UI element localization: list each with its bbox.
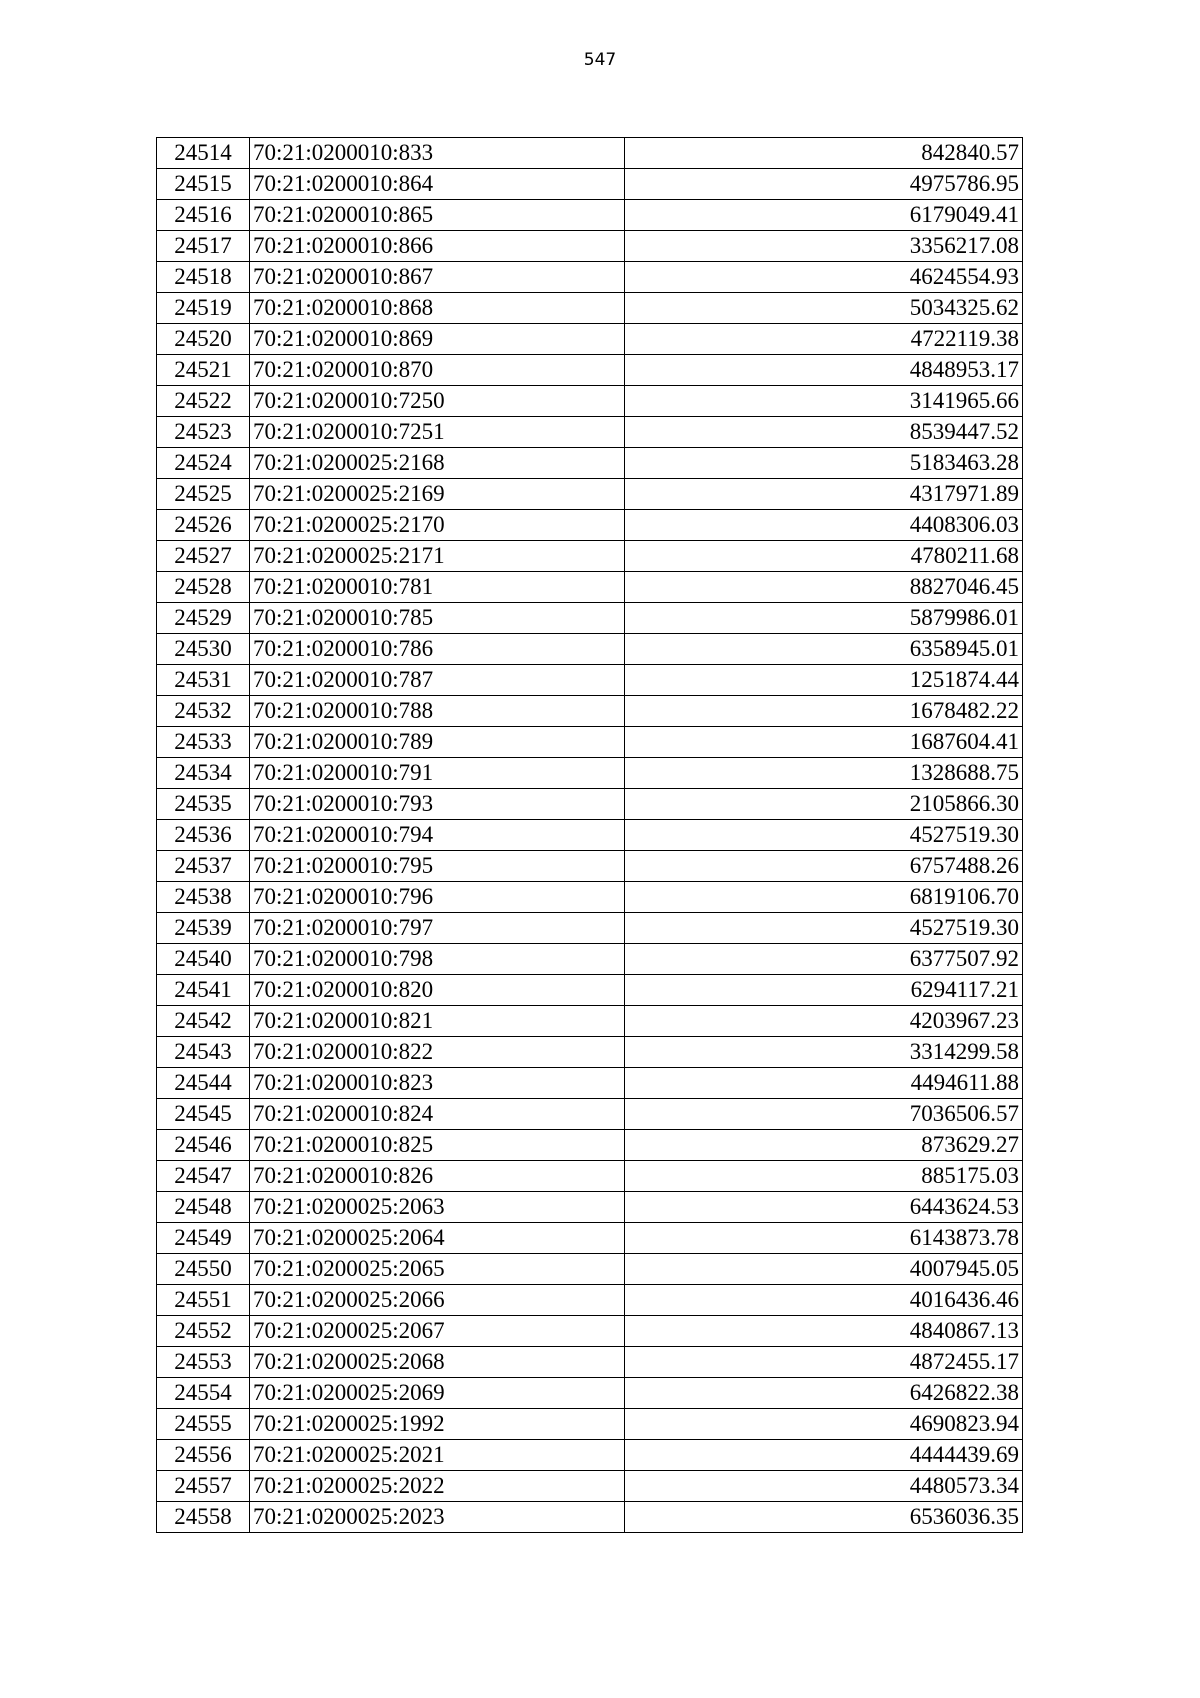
value-cell: 5183463.28 [625,448,1023,479]
row-number-cell: 24539 [157,913,250,944]
table-row [157,851,1023,882]
value-cell: 6426822.38 [625,1378,1023,1409]
table-row [157,727,1023,758]
row-number-cell: 24533 [157,727,250,758]
row-number-cell: 24524 [157,448,250,479]
cadastral-number-cell: 70:21:0200010:865 [250,200,625,231]
table-row [157,386,1023,417]
row-number-cell: 24555 [157,1409,250,1440]
row-number-cell: 24557 [157,1471,250,1502]
row-number-cell: 24554 [157,1378,250,1409]
row-number-cell: 24526 [157,510,250,541]
value-cell: 6294117.21 [625,975,1023,1006]
value-cell: 4444439.69 [625,1440,1023,1471]
row-number-cell: 24515 [157,169,250,200]
row-number-cell: 24534 [157,758,250,789]
cadastral-number-cell: 70:21:0200010:820 [250,975,625,1006]
cadastral-number-cell: 70:21:0200025:2067 [250,1316,625,1347]
cadastral-number-cell: 70:21:0200025:2171 [250,541,625,572]
cadastral-number-cell: 70:21:0200025:2066 [250,1285,625,1316]
table-row [157,1378,1023,1409]
value-cell: 4317971.89 [625,479,1023,510]
cadastral-number-cell: 70:21:0200010:7250 [250,386,625,417]
row-number-cell: 24546 [157,1130,250,1161]
table-row [157,510,1023,541]
value-cell: 1328688.75 [625,758,1023,789]
table-row [157,293,1023,324]
table-row [157,1440,1023,1471]
value-cell: 6536036.35 [625,1502,1023,1533]
table-row [157,572,1023,603]
row-number-cell: 24547 [157,1161,250,1192]
cadastral-number-cell: 70:21:0200010:787 [250,665,625,696]
cadastral-number-cell: 70:21:0200010:824 [250,1099,625,1130]
row-number-cell: 24543 [157,1037,250,1068]
row-number-cell: 24540 [157,944,250,975]
value-cell: 6358945.01 [625,634,1023,665]
row-number-cell: 24549 [157,1223,250,1254]
cadastral-number-cell: 70:21:0200010:823 [250,1068,625,1099]
table-row [157,1006,1023,1037]
cadastral-number-cell: 70:21:0200010:793 [250,789,625,820]
cadastral-number-cell: 70:21:0200010:833 [250,138,625,169]
row-number-cell: 24519 [157,293,250,324]
table-row [157,1409,1023,1440]
table-row [157,1316,1023,1347]
table-row [157,1347,1023,1378]
row-number-cell: 24537 [157,851,250,882]
row-number-cell: 24553 [157,1347,250,1378]
row-number-cell: 24544 [157,1068,250,1099]
table-row [157,882,1023,913]
row-number-cell: 24516 [157,200,250,231]
value-cell: 4975786.95 [625,169,1023,200]
cadastral-number-cell: 70:21:0200010:869 [250,324,625,355]
row-number-cell: 24532 [157,696,250,727]
row-number-cell: 24541 [157,975,250,1006]
row-number-cell: 24552 [157,1316,250,1347]
table-row [157,1192,1023,1223]
row-number-cell: 24535 [157,789,250,820]
value-cell: 6143873.78 [625,1223,1023,1254]
value-cell: 1251874.44 [625,665,1023,696]
value-cell: 4527519.30 [625,820,1023,851]
table-row [157,789,1023,820]
cadastral-number-cell: 70:21:0200025:2068 [250,1347,625,1378]
value-cell: 842840.57 [625,138,1023,169]
table-body [157,138,1023,1533]
cadastral-number-cell: 70:21:0200025:2022 [250,1471,625,1502]
table-row [157,541,1023,572]
value-cell: 6179049.41 [625,200,1023,231]
table-row [157,665,1023,696]
value-cell: 6377507.92 [625,944,1023,975]
row-number-cell: 24556 [157,1440,250,1471]
row-number-cell: 24530 [157,634,250,665]
cadastral-number-cell: 70:21:0200025:2168 [250,448,625,479]
table-row [157,913,1023,944]
value-cell: 1678482.22 [625,696,1023,727]
cadastral-number-cell: 70:21:0200010:821 [250,1006,625,1037]
table-row [157,1068,1023,1099]
value-cell: 873629.27 [625,1130,1023,1161]
row-number-cell: 24528 [157,572,250,603]
cadastral-number-cell: 70:21:0200010:822 [250,1037,625,1068]
row-number-cell: 24542 [157,1006,250,1037]
cadastral-number-cell: 70:21:0200025:2063 [250,1192,625,1223]
row-number-cell: 24538 [157,882,250,913]
cadastral-number-cell: 70:21:0200010:868 [250,293,625,324]
value-cell: 4203967.23 [625,1006,1023,1037]
value-cell: 4480573.34 [625,1471,1023,1502]
value-cell: 3356217.08 [625,231,1023,262]
row-number-cell: 24522 [157,386,250,417]
cadastral-number-cell: 70:21:0200010:866 [250,231,625,262]
row-number-cell: 24517 [157,231,250,262]
value-cell: 1687604.41 [625,727,1023,758]
value-cell: 8539447.52 [625,417,1023,448]
row-number-cell: 24527 [157,541,250,572]
cadastral-number-cell: 70:21:0200010:870 [250,355,625,386]
row-number-cell: 24558 [157,1502,250,1533]
value-cell: 4840867.13 [625,1316,1023,1347]
table-row [157,479,1023,510]
table-row [157,603,1023,634]
cadastral-number-cell: 70:21:0200025:2069 [250,1378,625,1409]
table-row [157,820,1023,851]
value-cell: 885175.03 [625,1161,1023,1192]
value-cell: 4016436.46 [625,1285,1023,1316]
cadastral-number-cell: 70:21:0200010:786 [250,634,625,665]
table-row [157,1161,1023,1192]
cadastral-number-cell: 70:21:0200025:2170 [250,510,625,541]
cadastral-value-table [156,137,1023,1533]
table-row [157,169,1023,200]
cadastral-number-cell: 70:21:0200025:2064 [250,1223,625,1254]
cadastral-number-cell: 70:21:0200010:789 [250,727,625,758]
table-row [157,696,1023,727]
table-row [157,1471,1023,1502]
cadastral-number-cell: 70:21:0200025:2169 [250,479,625,510]
table-row [157,200,1023,231]
value-cell: 4494611.88 [625,1068,1023,1099]
table-row [157,1099,1023,1130]
table-row [157,1254,1023,1285]
value-cell: 5034325.62 [625,293,1023,324]
value-cell: 4624554.93 [625,262,1023,293]
cadastral-number-cell: 70:21:0200010:864 [250,169,625,200]
cadastral-number-cell: 70:21:0200010:791 [250,758,625,789]
table-row [157,262,1023,293]
value-cell: 4848953.17 [625,355,1023,386]
value-cell: 4527519.30 [625,913,1023,944]
cadastral-number-cell: 70:21:0200010:7251 [250,417,625,448]
table-row [157,355,1023,386]
cadastral-number-cell: 70:21:0200010:867 [250,262,625,293]
row-number-cell: 24545 [157,1099,250,1130]
value-cell: 7036506.57 [625,1099,1023,1130]
value-cell: 4408306.03 [625,510,1023,541]
table-row [157,448,1023,479]
cadastral-number-cell: 70:21:0200010:794 [250,820,625,851]
cadastral-number-cell: 70:21:0200010:795 [250,851,625,882]
table-row [157,417,1023,448]
table-row [157,1285,1023,1316]
table-row [157,1130,1023,1161]
row-number-cell: 24531 [157,665,250,696]
value-cell: 2105866.30 [625,789,1023,820]
cadastral-number-cell: 70:21:0200025:1992 [250,1409,625,1440]
table-row [157,1223,1023,1254]
row-number-cell: 24525 [157,479,250,510]
cadastral-number-cell: 70:21:0200010:788 [250,696,625,727]
row-number-cell: 24520 [157,324,250,355]
cadastral-number-cell: 70:21:0200010:798 [250,944,625,975]
row-number-cell: 24548 [157,1192,250,1223]
table-row [157,1502,1023,1533]
table-row [157,1037,1023,1068]
value-cell: 3141965.66 [625,386,1023,417]
value-cell: 4690823.94 [625,1409,1023,1440]
value-cell: 4780211.68 [625,541,1023,572]
page-number: 547 [583,50,617,70]
table-row [157,975,1023,1006]
cadastral-number-cell: 70:21:0200010:797 [250,913,625,944]
value-cell: 8827046.45 [625,572,1023,603]
cadastral-number-cell: 70:21:0200010:781 [250,572,625,603]
cadastral-number-cell: 70:21:0200025:2021 [250,1440,625,1471]
cadastral-number-cell: 70:21:0200010:825 [250,1130,625,1161]
value-cell: 5879986.01 [625,603,1023,634]
row-number-cell: 24523 [157,417,250,448]
table-row [157,634,1023,665]
table-row [157,231,1023,262]
row-number-cell: 24521 [157,355,250,386]
value-cell: 4007945.05 [625,1254,1023,1285]
row-number-cell: 24529 [157,603,250,634]
cadastral-number-cell: 70:21:0200025:2023 [250,1502,625,1533]
value-cell: 4872455.17 [625,1347,1023,1378]
cadastral-number-cell: 70:21:0200025:2065 [250,1254,625,1285]
value-cell: 4722119.38 [625,324,1023,355]
table-row [157,324,1023,355]
value-cell: 3314299.58 [625,1037,1023,1068]
table-row [157,944,1023,975]
value-cell: 6819106.70 [625,882,1023,913]
row-number-cell: 24518 [157,262,250,293]
cadastral-number-cell: 70:21:0200010:785 [250,603,625,634]
row-number-cell: 24550 [157,1254,250,1285]
cadastral-number-cell: 70:21:0200010:826 [250,1161,625,1192]
table-row [157,758,1023,789]
row-number-cell: 24551 [157,1285,250,1316]
row-number-cell: 24514 [157,138,250,169]
table-row [157,138,1023,169]
value-cell: 6443624.53 [625,1192,1023,1223]
row-number-cell: 24536 [157,820,250,851]
value-cell: 6757488.26 [625,851,1023,882]
cadastral-number-cell: 70:21:0200010:796 [250,882,625,913]
